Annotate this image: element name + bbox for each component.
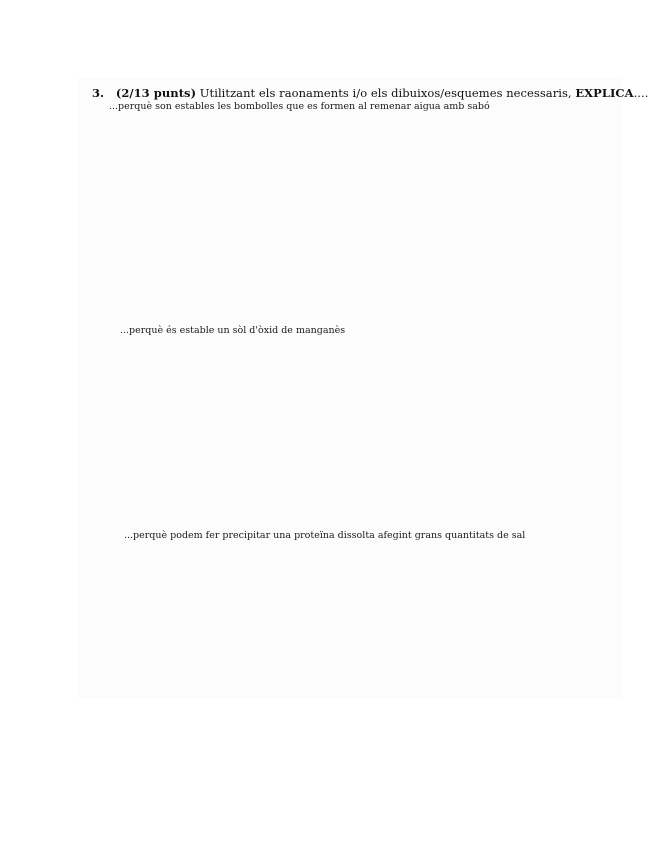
scanned-page-area (78, 78, 622, 698)
question-number: 3. (92, 86, 105, 100)
prompt-protein-precipitation: ...perquè podem fer precipitar una proteïna dissolta afegint grans quantitats de sal (124, 530, 526, 541)
question-points: (2/13 punts) (115, 86, 197, 100)
prompt-bubbles: ...perquè son estables les bombolles que es formen al remenar aigua amb sabó (109, 101, 490, 112)
question-instruction: Utilitzant els raonaments i/o els dibuixos/esquemes necessaris, (199, 86, 572, 100)
question-header (92, 86, 648, 100)
prompt-manganese-sol: ...perquè és estable un sòl d'òxid de manganès (120, 325, 346, 336)
question-ellipsis: .... (633, 86, 649, 100)
question-explica: EXPLICA (575, 86, 634, 100)
